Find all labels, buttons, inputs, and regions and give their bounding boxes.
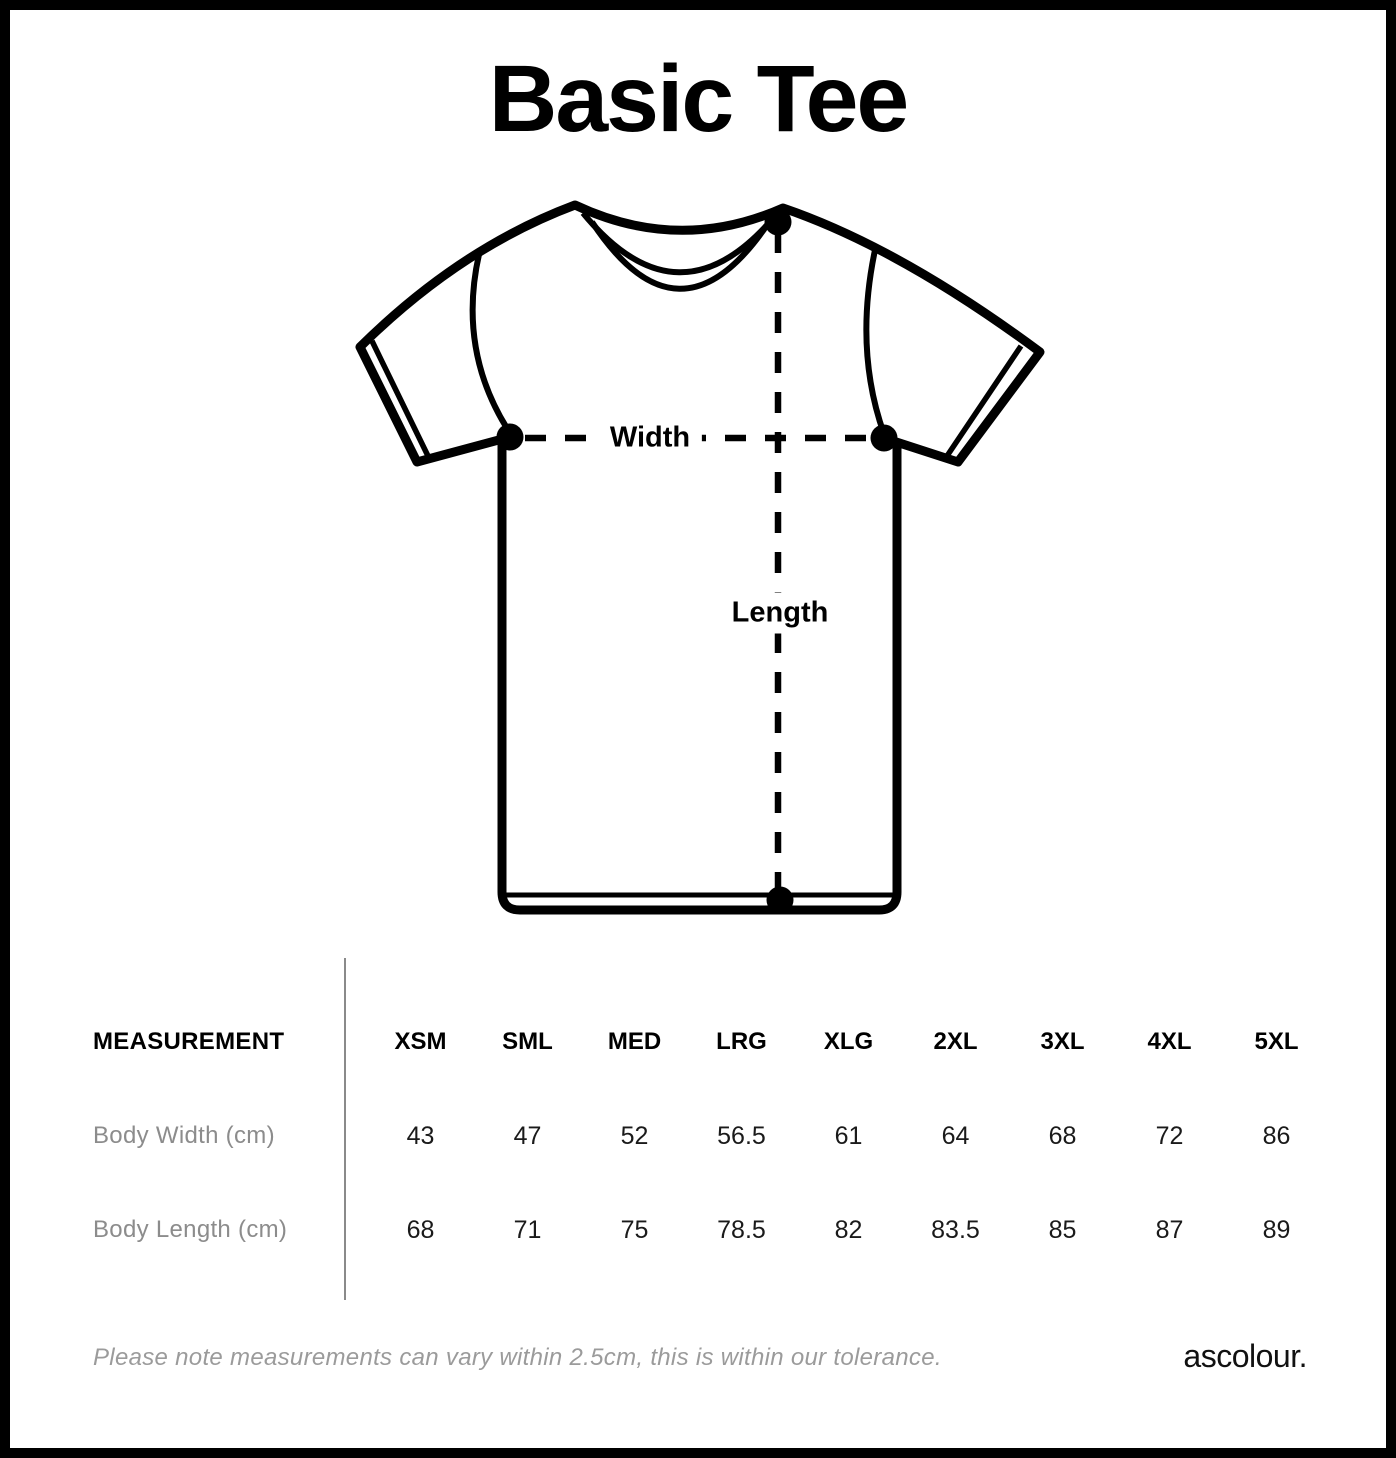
row-label-body-width: Body Width (cm) — [93, 1122, 275, 1149]
body-width-sml: 47 — [513, 1121, 542, 1150]
size-header-xsm: XSM — [394, 1028, 447, 1055]
body-length-2xl: 83.5 — [931, 1215, 980, 1244]
body-length-4xl: 87 — [1155, 1215, 1184, 1244]
table-row — [93, 1089, 1330, 1183]
tshirt-outline-drawing — [340, 180, 1060, 940]
size-header-3xl: 3XL — [1040, 1028, 1085, 1055]
size-header-lrg: LRG — [716, 1028, 767, 1055]
size-header-sml: SML — [502, 1028, 553, 1055]
size-table — [93, 995, 1330, 1277]
body-width-5xl: 86 — [1262, 1121, 1291, 1150]
size-header-xlg: XLG — [823, 1028, 874, 1055]
body-length-med: 75 — [620, 1215, 649, 1244]
table-header-row — [93, 995, 1330, 1089]
size-header-4xl: 4XL — [1147, 1028, 1192, 1055]
length-dimension-label: Length — [720, 593, 841, 634]
size-header-5xl: 5XL — [1254, 1028, 1299, 1055]
size-header-med: MED — [607, 1028, 662, 1055]
body-length-sml: 71 — [513, 1215, 542, 1244]
row-label-body-length: Body Length (cm) — [93, 1216, 288, 1243]
body-length-lrg: 78.5 — [717, 1215, 766, 1244]
body-width-3xl: 68 — [1048, 1121, 1077, 1150]
body-width-xsm: 43 — [406, 1121, 435, 1150]
page-title: Basic Tee — [488, 46, 908, 152]
width-dimension-label: Width — [598, 418, 702, 459]
body-length-xsm: 68 — [406, 1215, 435, 1244]
left-armpit-dot — [497, 424, 524, 451]
brand-logo: ascolour. — [1183, 1338, 1307, 1374]
body-width-4xl: 72 — [1155, 1121, 1184, 1150]
right-armpit-dot — [871, 425, 898, 452]
body-length-xlg: 82 — [834, 1215, 863, 1244]
body-width-med: 52 — [620, 1121, 649, 1150]
size-header-2xl: 2XL — [933, 1028, 978, 1055]
hem-point-dot — [767, 887, 794, 914]
body-width-lrg: 56.5 — [717, 1121, 766, 1150]
tshirt-diagram — [340, 180, 1060, 940]
measurement-header: MEASUREMENT — [93, 1028, 285, 1055]
body-length-3xl: 85 — [1048, 1215, 1077, 1244]
tshirt-body-outline — [360, 205, 1040, 910]
tolerance-note: Please note measurements can vary within 2.5cm, this is within our tolerance. — [93, 1344, 942, 1371]
table-row — [93, 1183, 1330, 1277]
body-width-xlg: 61 — [834, 1121, 863, 1150]
body-length-5xl: 89 — [1262, 1215, 1291, 1244]
body-width-2xl: 64 — [941, 1121, 970, 1150]
neck-point-dot — [765, 209, 792, 236]
